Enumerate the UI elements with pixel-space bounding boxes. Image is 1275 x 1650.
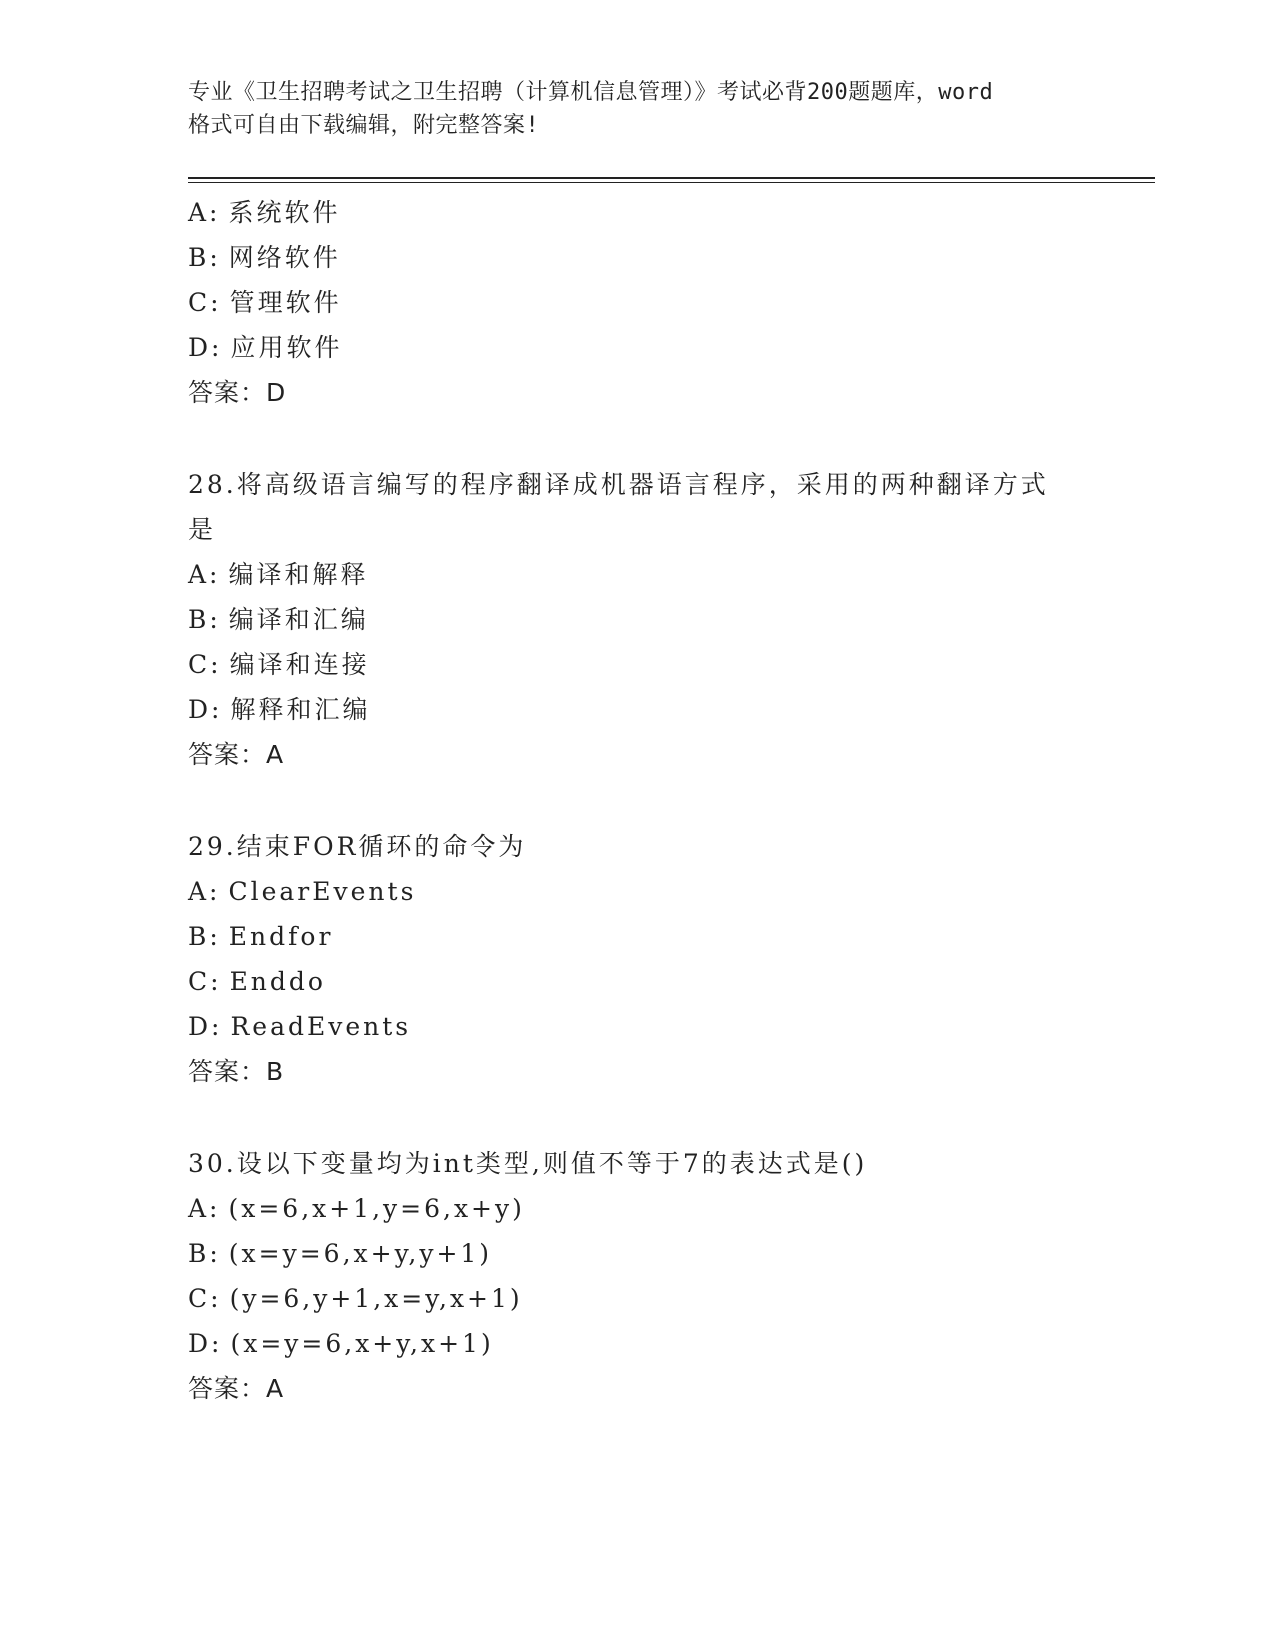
option-d [188, 325, 1088, 370]
option-letter: D: [188, 333, 223, 362]
answer-line: 答案：A [188, 740, 285, 769]
option-text: 管理软件 [229, 288, 342, 317]
option-text: 解释和汇编 [230, 695, 371, 724]
option-letter: C: [188, 288, 222, 317]
header-divider [188, 177, 1155, 179]
option-text: 编译和连接 [229, 650, 370, 679]
option-b [188, 1231, 1088, 1276]
option-c [188, 642, 1088, 687]
option-text: Enddo [229, 967, 326, 996]
option-letter: C: [188, 967, 222, 996]
option-letter: C: [188, 1284, 222, 1313]
option-c [188, 280, 1088, 325]
question-stem-continued: 是 [188, 515, 217, 544]
option-a [188, 869, 1088, 914]
question-stem: 29.结束FOR循环的命令为 [188, 832, 527, 861]
option-text: (y=6,y+1,x=y,x+1) [229, 1284, 523, 1313]
option-letter: A: [188, 198, 221, 227]
option-a [188, 1186, 1088, 1231]
option-letter: A: [188, 877, 221, 906]
option-d [188, 1004, 1088, 1049]
option-text: 应用软件 [230, 333, 343, 362]
question-list [188, 190, 1088, 1411]
header-line-2: 格式可自由下载编辑，附完整答案! [188, 113, 540, 138]
option-letter: C: [188, 650, 222, 679]
answer-line: 答案：D [188, 378, 287, 407]
option-text: (x=y=6,x+y,y+1) [228, 1239, 493, 1268]
question-stem: 28.将高级语言编写的程序翻译成机器语言程序，采用的两种翻译方式 [188, 470, 1049, 499]
question-30 [188, 1141, 1088, 1411]
header-line-1: 专业《卫生招聘考试之卫生招聘（计算机信息管理）》考试必背200题题库，word [188, 80, 994, 105]
option-d [188, 687, 1088, 732]
option-text: 网络软件 [228, 243, 341, 272]
option-letter: B: [188, 1239, 221, 1268]
spacer [188, 777, 1088, 824]
option-letter: A: [188, 560, 221, 589]
question-29 [188, 824, 1088, 1094]
option-text: ClearEvents [228, 877, 417, 906]
spacer [188, 415, 1088, 462]
option-b [188, 597, 1088, 642]
option-b [188, 235, 1088, 280]
option-c [188, 1276, 1088, 1321]
option-letter: D: [188, 1329, 223, 1358]
answer-line: 答案：B [188, 1057, 285, 1086]
option-text: (x=y=6,x+y,x+1) [230, 1329, 494, 1358]
option-text: ReadEvents [230, 1012, 412, 1041]
option-text: 系统软件 [228, 198, 341, 227]
option-a [188, 552, 1088, 597]
spacer [188, 1094, 1088, 1141]
option-letter: B: [188, 243, 221, 272]
option-text: 编译和汇编 [228, 605, 369, 634]
option-text: 编译和解释 [228, 560, 369, 589]
option-letter: B: [188, 922, 221, 951]
document-header [188, 76, 1088, 142]
option-letter: D: [188, 1012, 223, 1041]
header-divider-thin [188, 182, 1155, 183]
option-letter: D: [188, 695, 223, 724]
question-28 [188, 462, 1088, 777]
question-stem: 30.设以下变量均为int类型,则值不等于7的表达式是() [188, 1149, 868, 1178]
option-b [188, 914, 1088, 959]
option-letter: A: [188, 1194, 221, 1223]
option-text: Endfor [228, 922, 334, 951]
option-a [188, 190, 1088, 235]
option-d [188, 1321, 1088, 1366]
option-letter: B: [188, 605, 221, 634]
question-27-tail [188, 190, 1088, 415]
answer-line: 答案：A [188, 1374, 285, 1403]
option-text: (x=6,x+1,y=6,x+y) [228, 1194, 525, 1223]
option-c [188, 959, 1088, 1004]
